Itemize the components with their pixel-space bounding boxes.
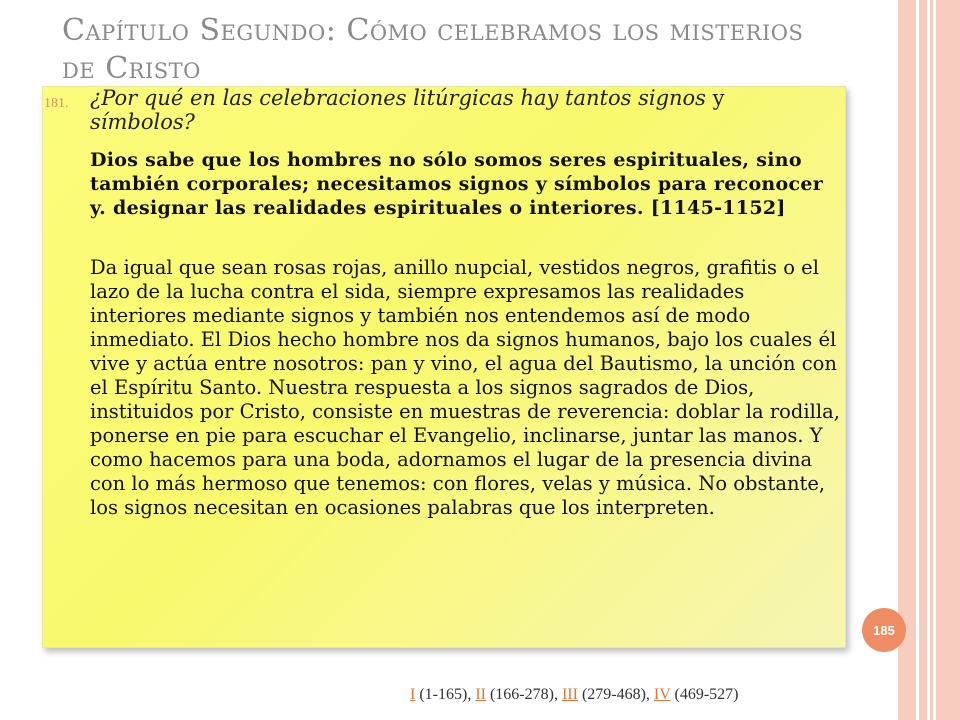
nav-range-iv: (469-527) — [670, 686, 739, 703]
question-tail: y — [705, 86, 725, 110]
nav-range-iii: (279-468), — [577, 686, 654, 703]
nav-link-ii[interactable]: II — [475, 686, 486, 703]
nav-link-iv[interactable]: IV — [653, 686, 671, 703]
question-italic: ¿Por qué en las celebraciones litúrgicas hay tantos signos — [90, 86, 706, 110]
nav-link-i[interactable]: I — [410, 686, 416, 703]
nav-link-iii[interactable]: III — [561, 686, 578, 703]
slide-title-line1: Capítulo Segundo: Cómo celebramos los misterios — [62, 13, 804, 48]
page-number-badge — [862, 608, 906, 652]
decor-stripe — [936, 0, 960, 720]
slide-title-line2: de Cristo — [62, 51, 201, 86]
page-number: 185 — [873, 622, 895, 638]
nav-range-ii: (166-278), — [485, 686, 562, 703]
question-line2: símbolos? — [90, 110, 195, 134]
decor-stripe — [930, 0, 933, 720]
decor-stripe — [898, 0, 916, 720]
nav-range-i: (1-165), — [415, 686, 476, 703]
question-number: 181. — [44, 96, 69, 111]
slide-title — [62, 12, 872, 88]
decor-stripe — [919, 0, 927, 720]
answer-summary: Dios sabe que los hombres no sólo somos seres espirituales, sino también corporales; necesitamos signos y símbolos para reconocer y. designar las realidades espirituales o interiores. [1145-1152] — [90, 149, 824, 219]
answer-explanation: Da igual que sean rosas rojas, anillo nupcial, vestidos negros, grafitis o el lazo de la lucha contra el sida, siempre expresamos las realidades interiores mediante signos y también nos entendemos así de modo inmediato. El Dios hecho hombre nos da signos humanos, bajo los cuales él vive y actúa entre nosotros: pan y vino, el agua del Bautismo, la unción con el Espíritu Santo. Nuestra respuesta a los signos sagrados de Dios, instituidos por Cristo, consiste en muestras de reverencia: doblar la rodilla, ponerse en pie para escuchar el Evangelio, inclinarse, juntar las manos. Y como hacemos para una boda, adornamos el lugar de la presencia divina con lo más hermoso que tenemos: con flores, velas y música. No obstante, los signos necesitan en ocasiones palabras que los interpreten. — [90, 256, 840, 519]
section-nav — [410, 686, 739, 704]
question-text — [90, 86, 840, 134]
